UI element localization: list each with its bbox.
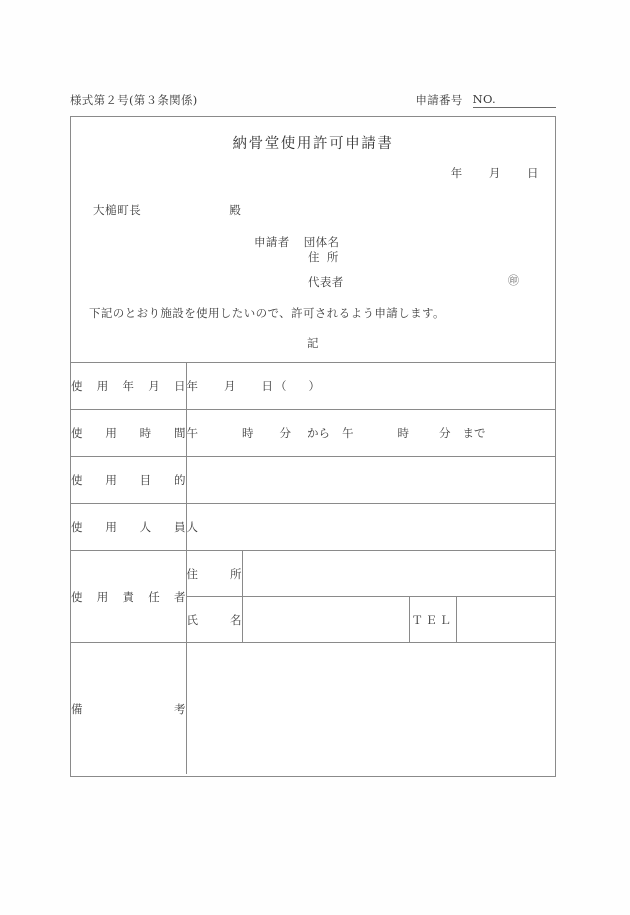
responsible-name-value[interactable] xyxy=(242,597,409,643)
application-number-group xyxy=(415,92,556,108)
use-time-gozen-2: 午 xyxy=(342,426,354,440)
date-month-label: 月 xyxy=(488,166,501,180)
use-time-hour-2: 時 xyxy=(397,426,409,440)
applicant-label: 申請者 xyxy=(254,235,290,249)
representative-label: 代表者 xyxy=(308,275,344,289)
use-time-value[interactable] xyxy=(186,410,555,457)
use-time-kara: から xyxy=(307,426,330,440)
use-people-value[interactable] xyxy=(186,504,555,551)
table-row-use-time xyxy=(71,410,555,457)
use-time-gozen-1: 午 xyxy=(186,426,198,440)
remarks-label: 備 考 xyxy=(71,643,186,775)
use-date-value[interactable] xyxy=(186,363,555,410)
use-date-day-label: 日 xyxy=(261,379,273,393)
use-people-label: 使用人員 xyxy=(71,504,186,551)
remarks-value[interactable] xyxy=(186,643,555,775)
addressee-honorific: 殿 xyxy=(229,203,242,217)
submission-date-line xyxy=(451,165,539,181)
responsible-name-label: 氏 名 xyxy=(186,597,242,643)
applicant-address-row xyxy=(254,250,339,265)
table-row-responsible-address xyxy=(71,551,555,597)
request-statement: 下記のとおり施設を使用したいので、許可されるよう申請します。 xyxy=(89,306,445,320)
responsible-person-label: 使用責任者 xyxy=(71,551,186,643)
applicant-group-name-label: 団体名 xyxy=(303,235,340,249)
use-purpose-value[interactable] xyxy=(186,457,555,504)
responsible-address-value[interactable] xyxy=(242,551,555,597)
application-number-label: 申請番号 xyxy=(415,93,463,107)
responsible-address-label: 住 所 xyxy=(186,551,242,597)
use-time-label: 使用時間 xyxy=(71,410,186,457)
use-date-label: 使用年月日 xyxy=(71,363,186,410)
document-header xyxy=(70,92,556,112)
addressee-name: 大槌町長 xyxy=(93,203,142,217)
document-title: 納骨堂使用許可申請書 xyxy=(232,136,394,152)
table-row-remarks xyxy=(71,643,555,775)
form-body xyxy=(70,116,556,777)
applicant-group-row xyxy=(254,235,339,250)
form-preamble xyxy=(71,117,555,362)
use-time-hour-1: 時 xyxy=(242,426,254,440)
applicant-block xyxy=(254,235,339,265)
date-year-label: 年 xyxy=(450,166,463,180)
table-row-use-purpose xyxy=(71,457,555,504)
use-date-year-label: 年 xyxy=(186,379,198,393)
use-time-minute-2: 分 xyxy=(439,426,451,440)
applicant-address-label-a: 住 xyxy=(308,250,320,264)
use-people-unit: 人 xyxy=(186,520,198,534)
application-number-input[interactable] xyxy=(498,93,556,108)
use-date-month-label: 月 xyxy=(224,379,236,393)
table-row-use-people xyxy=(71,504,555,551)
form-number-label: 様式第２号(第３条関係) xyxy=(70,93,198,107)
kiji-marker: 記 xyxy=(307,336,319,350)
applicant-address-label-b: 所 xyxy=(326,250,339,264)
responsible-tel-label: ＴＥＬ xyxy=(409,597,456,643)
responsible-tel-value[interactable] xyxy=(456,597,555,643)
date-day-label: 日 xyxy=(527,166,539,180)
use-time-minute-1: 分 xyxy=(279,426,291,440)
addressee-line xyxy=(93,202,242,218)
use-date-paren-close: ） xyxy=(308,379,320,393)
use-purpose-label: 使用目的 xyxy=(71,457,186,504)
use-time-made: まで xyxy=(462,426,486,440)
seal-icon: ㊞ xyxy=(508,274,519,287)
application-number-no-label: NO. xyxy=(472,92,496,106)
table-row-use-date xyxy=(71,363,555,410)
use-date-paren-open: （ xyxy=(275,379,287,393)
application-details-table xyxy=(71,362,555,774)
